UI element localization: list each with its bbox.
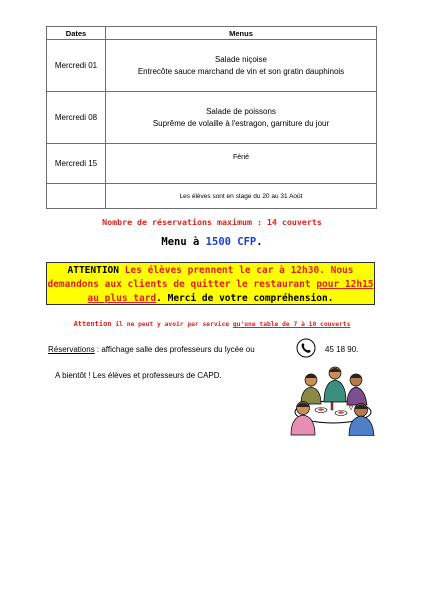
menu-table bbox=[46, 26, 377, 209]
internship-note: Les élèves sont en stage du 20 au 31 Août bbox=[106, 184, 377, 209]
attention-text-1: Les élèves prennent le car à 12h30. Nous demandons aux clients de quitter le restaurant bbox=[47, 265, 354, 290]
attention-text-2: . Merci de votre compréhension. bbox=[156, 293, 334, 304]
menu-price-suffix: . bbox=[256, 236, 263, 248]
table-notice-word: Attention bbox=[73, 320, 112, 328]
table-row-note bbox=[47, 184, 377, 209]
menu-price-label: Menu à bbox=[161, 236, 206, 248]
menu-line: Suprême de volaille à l'estragon, garniture du jour bbox=[152, 118, 330, 128]
menu-price-line bbox=[0, 236, 424, 248]
reservations-maximum: Nombre de réservations maximum : 14 couverts bbox=[102, 217, 322, 227]
menu-line: Salade niçoise bbox=[214, 54, 268, 64]
table-notice-text: il ne peut y avoir par service bbox=[111, 321, 233, 328]
menu-line: Salade de poissons bbox=[206, 106, 276, 116]
table-notice-underlined: qu'une table de 7 à 10 couverts bbox=[232, 321, 351, 328]
header-dates: Dates bbox=[47, 27, 106, 40]
row-date: Mercredi 01 bbox=[47, 40, 106, 92]
row-menu bbox=[106, 92, 377, 144]
reservations-line bbox=[48, 345, 255, 354]
row-date: Mercredi 15 bbox=[47, 144, 106, 184]
reservations-label: Réservations bbox=[48, 345, 95, 354]
menu-line: Férié bbox=[233, 153, 249, 161]
table-notice bbox=[0, 320, 424, 328]
menu-price-value: 1500 CFP bbox=[205, 236, 257, 248]
header-menus: Menus bbox=[106, 27, 377, 40]
attention-word: ATTENTION bbox=[67, 265, 119, 276]
table-header-row bbox=[47, 27, 377, 40]
row-date-empty bbox=[47, 184, 106, 209]
phone-number: 45 18 90. bbox=[325, 345, 359, 354]
row-menu bbox=[106, 144, 377, 184]
reservations-text: : affichage salle des professeurs du lycée ou bbox=[94, 345, 255, 354]
table-row bbox=[47, 40, 377, 92]
attention-deadline: pour 12h15 au plus tard bbox=[87, 279, 374, 304]
dining-people-illustration bbox=[283, 358, 379, 436]
goodbye-text: A bientôt ! Les élèves et professeurs de CAPD. bbox=[55, 371, 222, 380]
attention-box bbox=[46, 262, 375, 305]
table-row bbox=[47, 144, 377, 184]
menu-line: Entrecôte sauce marchand de vin et son gratin dauphinois bbox=[137, 66, 345, 76]
row-menu bbox=[106, 40, 377, 92]
row-date: Mercredi 08 bbox=[47, 92, 106, 144]
table-row bbox=[47, 92, 377, 144]
phone-icon bbox=[296, 338, 316, 358]
